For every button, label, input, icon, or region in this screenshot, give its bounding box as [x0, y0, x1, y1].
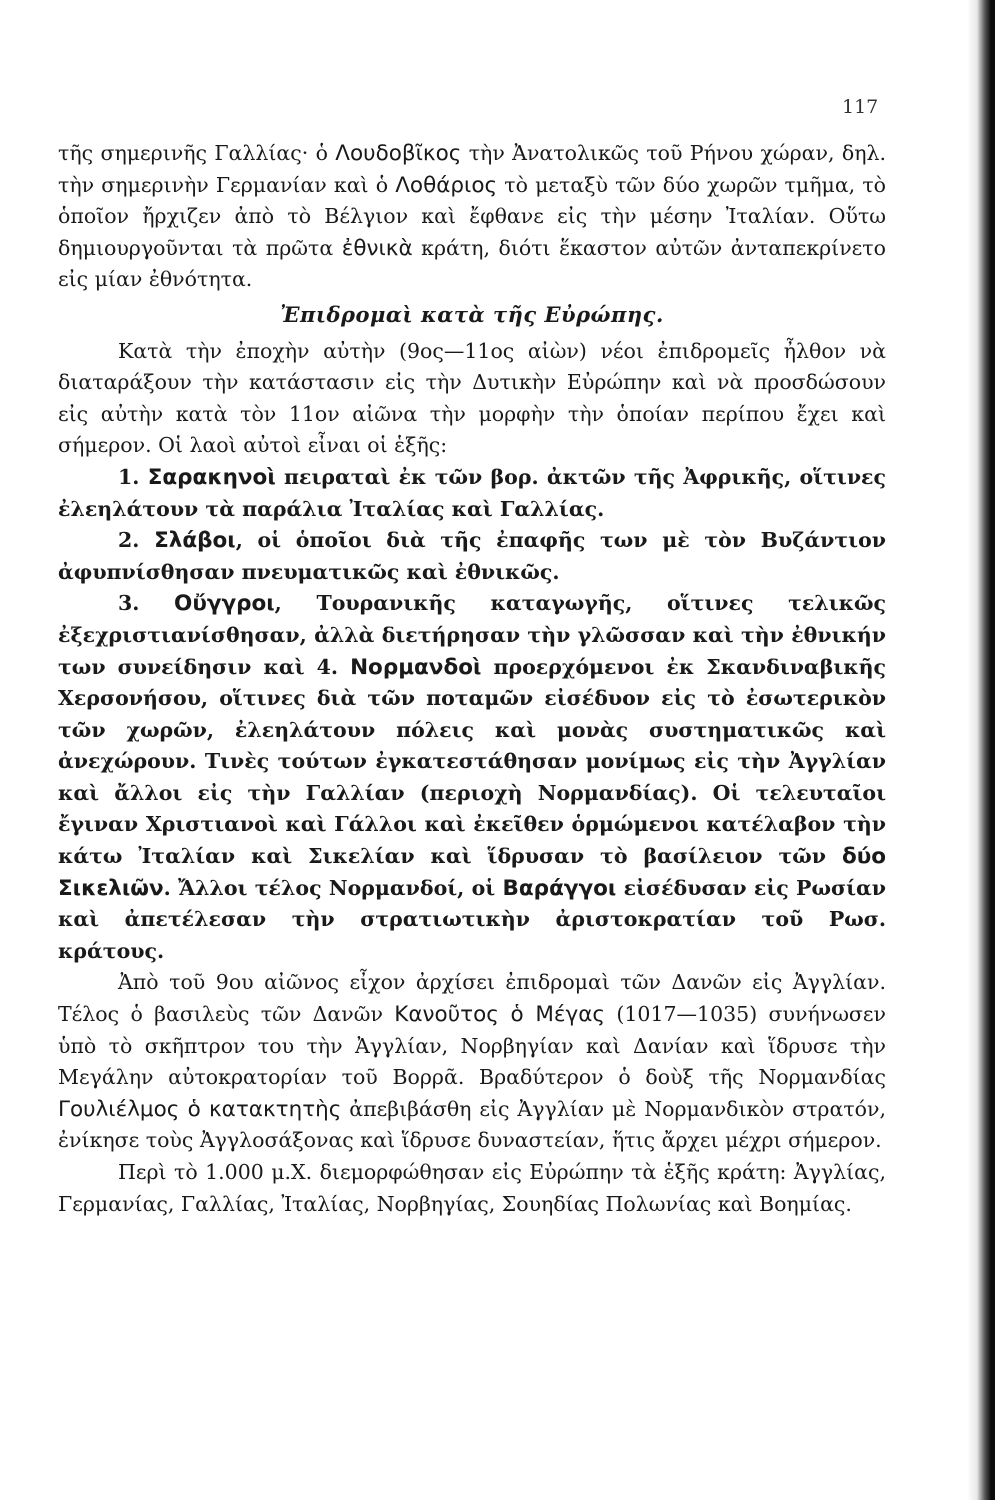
text-segment: κράτη, διότι ἕκαστον αὐτῶν ἀνταπεκρίνετο εἰς μίαν ἐθνότητα.	[58, 235, 886, 292]
text-segment: 1.	[118, 464, 148, 489]
text-segment: Κανοῦτος ὁ Μέγας	[394, 1002, 606, 1028]
text-segment: προερχόμενοι ἐκ Σκανδιναβικῆς Χερσονήσου, οἵτινες διὰ τῶν ποταμῶν εἰσέδυον εἰς τὸ ἐσωτερικὸν τῶν χωρῶν, ἐλεηλάτουν πόλεις καὶ μονὰς συστηματικῶς καὶ ἀνεχώρουν. Τινὲς τούτων ἐγκατεστάθησαν μονίμως εἰς τὴν Ἀγγλίαν καὶ ἄλλοι εἰς τὴν Γαλλίαν (περιοχὴ Νορμανδίας). Οἱ τελευταῖοι ἔγιναν Χριστιανοὶ καὶ Γάλλοι καὶ ἐκεῖθεν ὁρμώμενοι κατέλαβον τὴν κάτω Ἰταλίαν καὶ Σικελίαν καὶ ἵδρυσαν τὸ βασίλειον τῶν	[58, 654, 886, 869]
list-item-slavs	[58, 525, 886, 588]
list-item-hungarians-normans	[58, 588, 886, 967]
text-segment: 3.	[118, 591, 175, 616]
text-segment: 2.	[118, 528, 155, 553]
text-segment: τὴν Ἀνατολικῶς τοῦ Ρήνου χώραν, δηλ. τὴν σημερινὴν Γερμανίαν καὶ ὁ	[58, 141, 886, 197]
text-segment: εἰσέδυσαν εἰς Ρωσίαν καὶ ἀπετέλεσαν τὴν στρατιωτικὴν ἀριστοκρατίαν τοῦ Ρωσ. κράτους.	[58, 875, 886, 963]
text-segment: Βαράγγοι	[502, 875, 617, 901]
text-segment: τῆς σημερινῆς Γαλλίας· ὁ	[58, 141, 336, 165]
danes-paragraph	[58, 967, 886, 1157]
text-segment: ἐθνικὰ	[341, 235, 413, 261]
text-segment: Σλάβοι	[154, 528, 236, 554]
section-heading: Ἐπιδρομαὶ κατὰ τῆς Εὐρώπης.	[280, 301, 664, 327]
text-segment: Σαρακηνοὶ	[147, 464, 276, 490]
states-paragraph	[58, 1157, 886, 1220]
text-segment: , Τουρανικῆς καταγωγῆς, οἵτινες τελικῶς ἐξεχριστιανίσθησαν, ἀλλὰ διετήρησαν τὴν γλῶσσαν καὶ τὴν ἐθνικήν των συνείδησιν καὶ 4.	[58, 591, 886, 679]
invasions-paragraph	[58, 336, 886, 462]
text-segment: τὸ μεταξὺ τῶν δύο χωρῶν τμῆμα, τὸ ὁποῖον ἤρχιζεν ἀπὸ τὸ Βέλγιον καὶ ἔφθανε εἰς τὴν μέσην Ἰταλίαν. Οὕτω δημιουργοῦνται τὰ πρῶτα	[58, 172, 887, 260]
text-segment: (1017—1035) συνήνωσεν ὑπὸ τὸ σκῆπτρον του τὴν Ἀγγλίαν, Νορβηγίαν καὶ Δανίαν καὶ ἵδρυσε τὴν Μεγάλην αὐτοκρατορίαν τοῦ Βορρᾶ. Βραδύτερον ὁ δοὺξ τῆς Νορμανδίας	[58, 1002, 887, 1090]
text-segment: Περὶ τὸ 1.000 μ.Χ. διεμορφώθησαν εἰς Εὐρώπην τὰ ἑξῆς κράτη: Ἀγγλίας, Γερμανίας, Γαλλίας, Ἰταλίας, Νορβηγίας, Σουηδίας Πολωνίας καὶ Βοημίας.	[58, 1160, 886, 1216]
text-segment: Γουλιέλμος ὁ κατακτητὴς	[58, 1096, 342, 1122]
book-spine-shadow	[967, 0, 995, 1500]
text-segment: ἀπεβιβάσθη εἰς Ἀγγλίαν μὲ Νορμανδικὸν στρατόν, ἐνίκησε τοὺς Ἀγγλοσάξονας καὶ ἵδρυσε δυναστείαν, ἥτις ἄρχει μέχρι σήμερον.	[58, 1096, 886, 1153]
text-segment: Λοθάριος	[395, 172, 498, 198]
text-segment: Λουδοβῖκος	[335, 141, 462, 166]
text-segment: , οἱ ὁποῖοι διὰ τῆς ἐπαφῆς των μὲ τὸν Βυζάντιον ἀφυπνίσθησαν πνευματικῶς καὶ ἐθνικῶς.	[58, 528, 886, 584]
text-segment: Ἀπὸ τοῦ 9ου αἰῶνος εἶχον ἀρχίσει ἐπιδρομαὶ τῶν Δανῶν εἰς Ἀγγλίαν. Τέλος ὁ βασιλεὺς τῶν Δανῶν	[58, 970, 886, 1027]
text-segment: . Ἄλλοι τέλος Νορμανδοί, οἱ	[163, 875, 503, 900]
list-item-saracens	[58, 462, 886, 525]
page-text	[58, 138, 886, 1220]
text-segment: Οὔγγροι	[174, 591, 275, 617]
text-segment: πειραταὶ ἐκ τῶν βορ. ἀκτῶν τῆς Ἀφρικῆς, οἵτινες ἐλεηλάτουν τὰ παράλια Ἰταλίας καὶ Γαλλίας.	[58, 464, 886, 521]
page-number: 117	[842, 96, 879, 118]
intro-paragraph	[58, 138, 886, 296]
text-segment: δύο Σικελιῶν	[58, 844, 886, 901]
text-segment: Κατὰ τὴν ἐποχὴν αὐτὴν (9ος—11ος αἰὼν) νέοι ἐπιδρομεῖς ἦλθον νὰ διαταράξουν τὴν κατάστασιν εἰς τὴν Δυτικὴν Εὐρώπην καὶ νὰ προσδώσουν εἰς αὐτὴν κατὰ τὸν 11ον αἰῶνα τὴν μορφὴν τὴν ὁποίαν περίπου ἔχει καὶ σήμερον. Οἱ λαοὶ αὐτοὶ εἶναι οἱ ἑξῆς:	[58, 338, 886, 458]
text-segment: Νορμανδοὶ	[350, 654, 482, 680]
